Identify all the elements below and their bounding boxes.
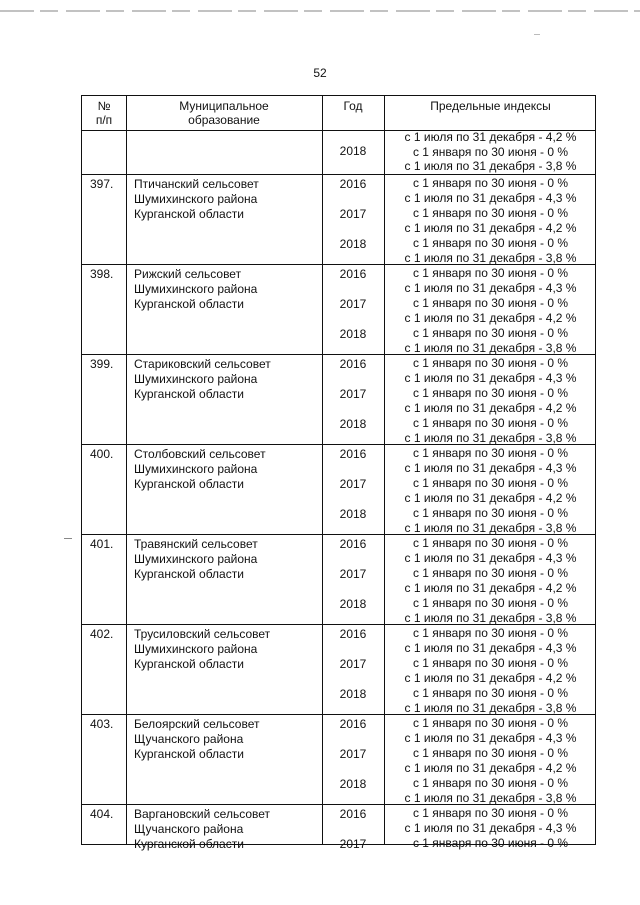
index-line: с 1 января по 30 июня - 0 % (412, 446, 569, 460)
index-line: с 1 июля по 31 декабря - 4,3 % (404, 461, 577, 475)
municipality-name-line: Курганской области (134, 567, 244, 581)
scan-artifact (64, 538, 72, 539)
municipality-name-line: Шумихинского района (134, 372, 258, 386)
year-cell: 2018 (339, 507, 367, 521)
column-divider (384, 96, 385, 844)
municipality-name-line: Трусиловский сельсовет (134, 627, 271, 641)
index-line: с 1 июля по 31 декабря - 4,3 % (404, 551, 577, 565)
row-number: 402. (90, 627, 114, 641)
index-line: с 1 июля по 31 декабря - 4,2 % (404, 401, 577, 415)
index-line: с 1 июля по 31 декабря - 3,8 % (404, 701, 577, 715)
year-cell: 2018 (339, 327, 367, 341)
table-row (82, 805, 595, 851)
header-num (82, 96, 126, 130)
year-cell: 2016 (339, 267, 367, 281)
year-cell: 2017 (339, 207, 367, 221)
municipality-name-line: Шумихинского района (134, 282, 258, 296)
row-number: 401. (90, 537, 114, 551)
municipality-name-line: Травянский сельсовет (134, 537, 258, 551)
index-line: с 1 января по 30 июня - 0 % (412, 806, 569, 820)
index-line: с 1 января по 30 июня - 0 % (412, 386, 569, 400)
year-cell: 2017 (339, 387, 367, 401)
municipality-name-line: Шумихинского района (134, 552, 258, 566)
index-line: с 1 января по 30 июня - 0 % (412, 656, 569, 670)
index-line: с 1 января по 30 июня - 0 % (412, 296, 569, 310)
index-line: с 1 января по 30 июня - 0 % (412, 836, 569, 850)
scan-top-edge (0, 10, 640, 12)
index-line: с 1 января по 30 июня - 0 % (412, 236, 569, 250)
municipality-name-line: Столбовский сельсовет (134, 447, 266, 461)
municipality-name-line: Курганской области (134, 207, 244, 221)
municipality-name-line: Курганской области (134, 387, 244, 401)
municipality-name-line: Курганской области (134, 477, 244, 491)
header-year-label: Год (343, 99, 363, 113)
row-number: 398. (90, 267, 114, 281)
municipality-name-line: Белоярский сельсовет (134, 717, 260, 731)
index-line: с 1 июля по 31 декабря - 4,2 % (404, 311, 577, 325)
year-cell: 2016 (339, 717, 367, 731)
index-line: с 1 января по 30 июня - 0 % (412, 626, 569, 640)
year-cell: 2017 (339, 657, 367, 671)
header-num-line2: п/п (95, 113, 113, 127)
header-municipality (126, 96, 322, 130)
table-row (82, 625, 595, 715)
municipality-name-line: Шумихинского района (134, 642, 258, 656)
index-line: с 1 января по 30 июня - 0 % (412, 145, 569, 159)
index-line: с 1 января по 30 июня - 0 % (412, 686, 569, 700)
index-line: с 1 июля по 31 декабря - 4,3 % (404, 191, 577, 205)
index-line: с 1 января по 30 июня - 0 % (412, 476, 569, 490)
index-line: с 1 июля по 31 декабря - 3,8 % (404, 251, 577, 265)
column-divider (126, 96, 127, 844)
municipality-name-line: Курганской области (134, 657, 244, 671)
header-num-line1: № (97, 99, 111, 113)
header-muni-line2: образование (188, 113, 260, 127)
year-cell: 2016 (339, 627, 367, 641)
year-cell: 2016 (339, 177, 367, 191)
index-line: с 1 января по 30 июня - 0 % (412, 206, 569, 220)
row-number: 404. (90, 807, 114, 821)
year-cell: 2018 (339, 237, 367, 251)
municipality-name (134, 807, 314, 852)
table-row (82, 175, 595, 265)
header-muni-line1: Муниципальное (179, 99, 269, 113)
year-cell: 2016 (339, 807, 367, 821)
index-line: с 1 июля по 31 декабря - 3,8 % (404, 341, 577, 355)
column-divider (322, 96, 323, 844)
index-line: с 1 июля по 31 декабря - 4,2 % (404, 130, 577, 144)
index-line: с 1 июля по 31 декабря - 4,3 % (404, 821, 577, 835)
municipality-name (134, 177, 314, 222)
table-row (82, 355, 595, 445)
index-line: с 1 июля по 31 декабря - 4,3 % (404, 731, 577, 745)
year-cell: 2016 (339, 537, 367, 551)
table-row (82, 445, 595, 535)
index-line: с 1 января по 30 июня - 0 % (412, 566, 569, 580)
municipality-name-line: Шумихинского района (134, 192, 258, 206)
year-cell: 2018 (339, 417, 367, 431)
index-line: с 1 июля по 31 декабря - 4,2 % (404, 671, 577, 685)
index-line: с 1 января по 30 июня - 0 % (412, 326, 569, 340)
table-row-continuation (82, 130, 595, 175)
index-line: с 1 июля по 31 декабря - 4,3 % (404, 641, 577, 655)
municipality-name-line: Варгановский сельсовет (134, 807, 271, 821)
municipality-name (134, 357, 314, 402)
row-number: 400. (90, 447, 114, 461)
index-line: с 1 января по 30 июня - 0 % (412, 266, 569, 280)
index-line: с 1 июля по 31 декабря - 3,8 % (404, 521, 577, 535)
municipality-name (134, 717, 314, 762)
index-line: с 1 июля по 31 декабря - 4,3 % (404, 371, 577, 385)
index-line: с 1 января по 30 июня - 0 % (412, 716, 569, 730)
header-index-label: Предельные индексы (430, 99, 551, 113)
year-cell: 2018 (339, 144, 367, 158)
index-line: с 1 января по 30 июня - 0 % (412, 746, 569, 760)
index-line: с 1 июля по 31 декабря - 3,8 % (404, 791, 577, 805)
year-cell: 2018 (339, 597, 367, 611)
index-line: с 1 января по 30 июня - 0 % (412, 416, 569, 430)
row-number: 403. (90, 717, 114, 731)
header-year (322, 96, 384, 130)
municipality-name (134, 627, 314, 672)
year-cell: 2016 (339, 447, 367, 461)
year-cell: 2018 (339, 687, 367, 701)
municipality-name (134, 267, 314, 312)
municipality-name (134, 537, 314, 582)
year-cell: 2017 (339, 747, 367, 761)
municipality-name-line: Птичанский сельсовет (134, 177, 259, 191)
index-line: с 1 января по 30 июня - 0 % (412, 176, 569, 190)
municipality-name-line: Стариковский сельсовет (134, 357, 271, 371)
index-line: с 1 июля по 31 декабря - 4,2 % (404, 221, 577, 235)
index-line: с 1 июля по 31 декабря - 4,2 % (404, 581, 577, 595)
municipality-name-line: Курганской области (134, 837, 244, 851)
municipality-name-line: Курганской области (134, 747, 244, 761)
index-line: с 1 июля по 31 декабря - 4,2 % (404, 761, 577, 775)
year-cell: 2017 (339, 477, 367, 491)
municipality-name (134, 447, 314, 492)
index-line: с 1 января по 30 июня - 0 % (412, 356, 569, 370)
index-line: с 1 января по 30 июня - 0 % (412, 536, 569, 550)
row-number: 397. (90, 177, 114, 191)
index-line: с 1 января по 30 июня - 0 % (412, 776, 569, 790)
year-cell: 2017 (339, 567, 367, 581)
page-number: 52 (313, 66, 327, 80)
table-header (82, 96, 595, 131)
index-line: с 1 июля по 31 декабря - 3,8 % (404, 611, 577, 625)
index-line: с 1 июля по 31 декабря - 3,8 % (404, 159, 577, 173)
table-row (82, 265, 595, 355)
table-row (82, 715, 595, 805)
municipality-name-line: Щучанского района (134, 732, 244, 746)
index-line: с 1 января по 30 июня - 0 % (412, 506, 569, 520)
municipality-name-line: Шумихинского района (134, 462, 258, 476)
index-line: с 1 июля по 31 декабря - 4,2 % (404, 491, 577, 505)
row-number: 399. (90, 357, 114, 371)
year-cell: 2017 (339, 297, 367, 311)
index-line: с 1 июля по 31 декабря - 3,8 % (404, 431, 577, 445)
year-cell: 2016 (339, 357, 367, 371)
header-index (384, 96, 597, 130)
municipality-name-line: Рижский сельсовет (134, 267, 242, 281)
municipality-name-line: Щучанского района (134, 822, 244, 836)
scan-artifact (534, 34, 540, 35)
index-line: с 1 января по 30 июня - 0 % (412, 596, 569, 610)
municipality-name-line: Курганской области (134, 297, 244, 311)
year-cell: 2017 (339, 837, 367, 851)
year-cell: 2018 (339, 777, 367, 791)
limit-index-table (81, 95, 596, 851)
table-row (82, 535, 595, 625)
index-line: с 1 июля по 31 декабря - 4,3 % (404, 281, 577, 295)
